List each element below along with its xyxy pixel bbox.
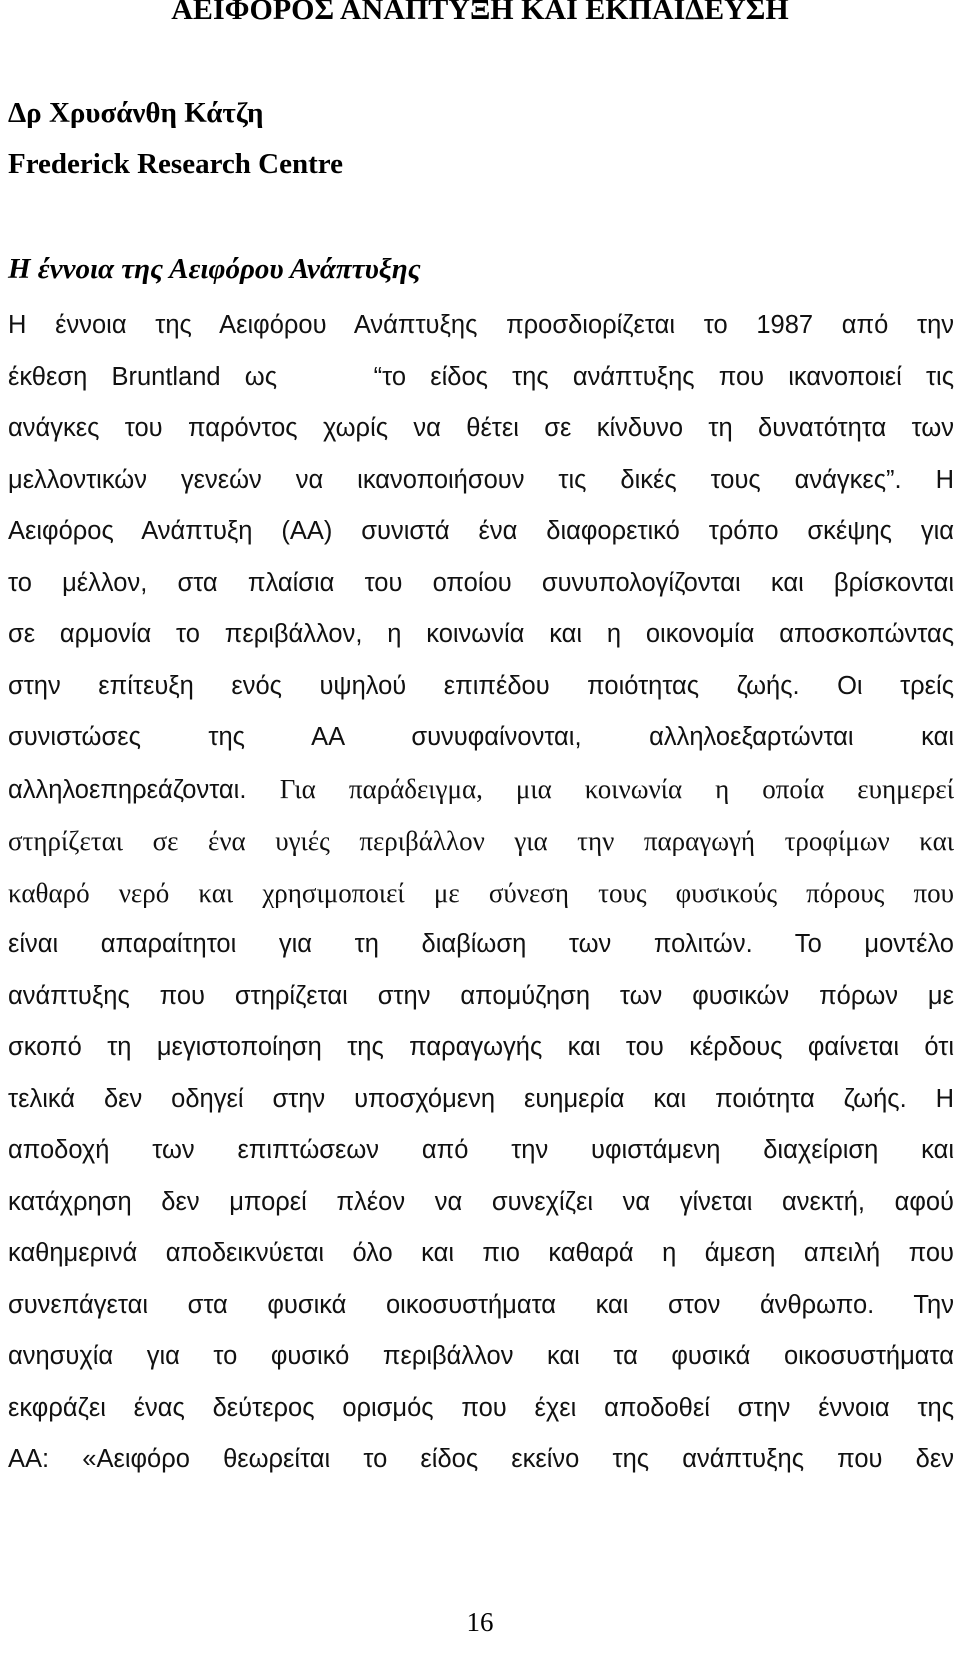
body-line-split [8, 764, 954, 817]
body-line: ανάπτυξης που στηρίζεται στην απομύζηση των φυσικών πόρων με [8, 981, 954, 1010]
body-line: Η έννοια της Αειφόρου Ανάπτυξης προσδιορίζεται το 1987 από την [8, 311, 954, 339]
body-line: σε αρμονία το περιβάλλον, η κοινωνία και η οικονομία αποσκοπώντας [8, 620, 954, 648]
document-title: ΑΕΙΦΟΡΟΣ ΑΝΑΠΤΥΞΗ ΚΑΙ ΕΚΠΑΙΔΕΥΣΗ [171, 0, 789, 26]
body-line: συνεπάγεται στα φυσικά οικοσυστήματα και στον άνθρωπο. Την [8, 1290, 954, 1319]
body-line: Αειφόρος Ανάπτυξη (ΑΑ) συνιστά ένα διαφορετικό τρόπο σκέψης για [8, 517, 954, 545]
body-line: έκθεση Bruntland ως “το είδος της ανάπτυξης που ικανοποιεί τις [8, 362, 954, 391]
body-line: είναι απαραίτητοι για τη διαβίωση των πολιτών. Το μοντέλο [8, 930, 954, 958]
author-name: Δρ Χρυσάνθη Κάτζη [8, 97, 264, 129]
page-number: 16 [466, 1607, 494, 1637]
body-line: εκφράζει ένας δεύτερος ορισμός που έχει αποδοθεί στην έννοια της [8, 1393, 954, 1422]
body-line: σκοπό τη μεγιστοποίηση της παραγωγής και του κέρδους φαίνεται ότι [8, 1033, 954, 1061]
body-line: ΑΑ: «Αειφόρο θεωρείται το είδος εκείνο της ανάπτυξης που δεν [8, 1445, 954, 1473]
section-heading: Η έννοια της Αειφόρου Ανάπτυξης [8, 253, 421, 285]
body-line: στην επίτευξη ενός υψηλού επιπέδου ποιότητας ζωής. Οι τρείς [8, 671, 954, 700]
body-line: αποδοχή των επιπτώσεων από την υφιστάμενη διαχείριση και [8, 1136, 954, 1164]
body-line-part: αλληλοεπηρεάζονται. [8, 775, 247, 804]
body-line: ανησυχία για το φυσικό περιβάλλον και τα φυσικά οικοσυστήματα [8, 1342, 954, 1370]
body-line-part: Για παράδειγμα, μια κοινωνία η οποία ευημερεί [279, 773, 954, 804]
body-line: συνιστώσες της ΑΑ συνυφαίνονται, αλληλοεξαρτώνται και [8, 723, 954, 751]
body-line: καθαρό νερό και χρησιμοποιεί με σύνεση τους φυσικούς πόρους που [8, 877, 954, 908]
body-line: ανάγκες του παρόντος χωρίς να θέτει σε κίνδυνο τη δυνατότητα των [8, 414, 954, 442]
body-line: κατάχρηση δεν μπορεί πλέον να συνεχίζει να γίνεται ανεκτή, αφού [8, 1187, 954, 1216]
body-paragraph [8, 300, 954, 1486]
body-line: καθημερινά αποδεικνύεται όλο και πιο καθαρά η άμεση απειλή που [8, 1239, 954, 1267]
body-line: τελικά δεν οδηγεί στην υποσχόμενη ευημερία και ποιότητα ζωής. Η [8, 1084, 954, 1113]
author-affiliation: Frederick Research Centre [8, 148, 344, 180]
body-line: το μέλλον, στα πλαίσια του οποίου συνυπολογίζονται και βρίσκονται [8, 568, 954, 597]
body-line: μελλοντικών γενεών να ικανοποιήσουν τις δικές τους ανάγκες”. Η [8, 465, 954, 494]
body-line: στηρίζεται σε ένα υγιές περιβάλλον για την παραγωγή τροφίμων και [8, 826, 954, 856]
